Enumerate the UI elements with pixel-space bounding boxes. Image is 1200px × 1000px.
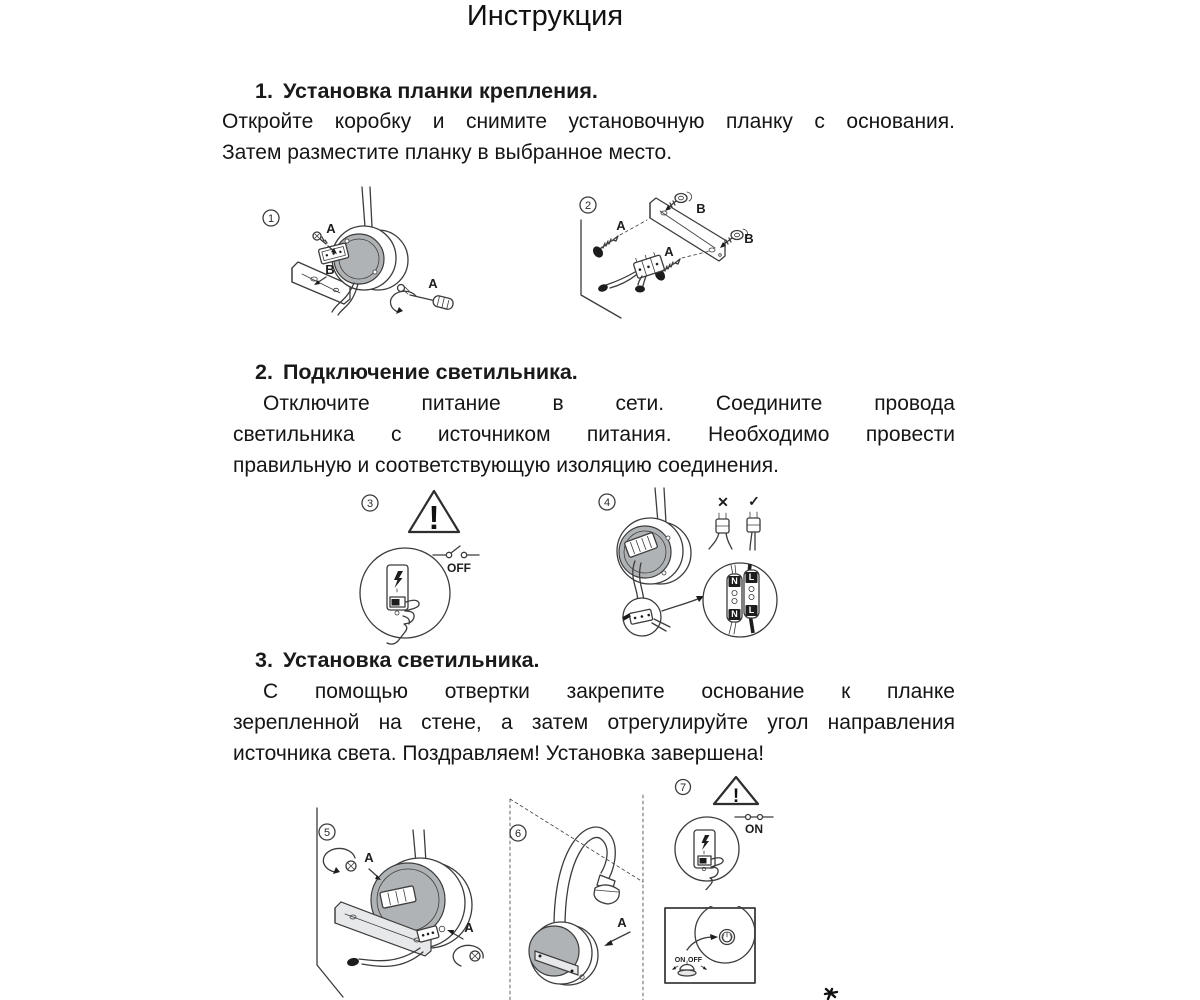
- switch-detail-circle: [675, 817, 739, 890]
- wall-corner: [581, 220, 621, 318]
- step-number-badge: [676, 780, 691, 795]
- svg-text:!: !: [732, 786, 740, 807]
- svg-text:7: 7: [679, 782, 687, 794]
- step-number-badge: [319, 824, 335, 840]
- section-2-body: [233, 388, 955, 481]
- svg-text:A: A: [617, 915, 627, 930]
- correct-connection-icon: [747, 493, 760, 550]
- svg-text:4: 4: [603, 497, 611, 509]
- page-title: Инструкция: [466, 0, 624, 32]
- section-1-body: [222, 106, 955, 168]
- svg-text:L: L: [748, 572, 755, 582]
- section-2-number: 2.: [255, 360, 273, 384]
- switch-on-icon: [735, 815, 773, 837]
- svg-text:ON: ON: [674, 957, 686, 964]
- figure-step-6: [502, 785, 652, 1000]
- lamp-head: [594, 875, 619, 904]
- section-1-number: 1.: [255, 79, 273, 103]
- section-3-number: 3.: [255, 648, 273, 672]
- step-number-badge: [362, 495, 378, 511]
- figure-step-7: [665, 775, 825, 890]
- section-3-body: [233, 676, 955, 769]
- power-button-icon: [720, 930, 735, 945]
- section-3-heading: [255, 648, 540, 673]
- screwdriver-icon: [390, 276, 454, 314]
- svg-text:A: A: [326, 221, 336, 236]
- svg-text:A: A: [428, 276, 438, 291]
- step-number-badge: [599, 494, 615, 510]
- svg-text:N: N: [731, 576, 738, 586]
- svg-text:B: B: [696, 201, 706, 216]
- terminal-strip-n: [727, 574, 742, 622]
- body-line: зерепленной на стене, а затем отрегулируйте угол направления: [233, 711, 955, 734]
- warning-icon: [714, 777, 758, 807]
- figure-step-2: [565, 185, 875, 335]
- lamp-pole: [655, 488, 666, 523]
- body-line: источника света. Поздравляем! Установка завершена!: [233, 742, 765, 765]
- terminal-strip-l: [744, 570, 759, 618]
- svg-text:A: A: [664, 244, 674, 259]
- svg-text:1: 1: [267, 213, 275, 225]
- base-arrow-a: [604, 915, 630, 946]
- figure-step-1: [240, 184, 470, 334]
- figure-power-box: [663, 906, 778, 986]
- body-line: правильную и соответствующую изоляцию соединения.: [233, 454, 779, 477]
- svg-text:3: 3: [366, 498, 374, 510]
- svg-text:L: L: [748, 605, 755, 615]
- body-line: Затем разместите планку в выбранное место.: [222, 141, 673, 164]
- svg-text:B: B: [744, 231, 754, 246]
- lamp-pole: [362, 187, 372, 227]
- svg-text:N: N: [731, 609, 738, 619]
- step-number-badge: [510, 825, 526, 841]
- switch-detail-circle: [360, 548, 450, 644]
- body-line: Отключите питание в сети. Соедините провода: [263, 392, 955, 415]
- wrong-connection-icon: [709, 494, 732, 549]
- svg-text:ON: ON: [745, 822, 763, 836]
- screw-a1: [323, 848, 381, 880]
- body-line: Откройте коробку и снимите установочную планку с основания.: [222, 110, 955, 133]
- section-1-title: Установка планки крепления.: [282, 79, 598, 103]
- warning-icon: [409, 491, 459, 536]
- svg-text:✕: ✕: [717, 494, 729, 510]
- press-arrow: [687, 934, 718, 950]
- screw-b2: [720, 229, 754, 248]
- svg-text:2: 2: [584, 200, 592, 212]
- svg-text:A: A: [364, 850, 374, 865]
- svg-text:✓: ✓: [748, 493, 760, 509]
- section-2-title: Подключение светильника.: [282, 360, 578, 384]
- section-3-title: Установка светильника.: [282, 648, 540, 672]
- magnify-arrow: [662, 596, 704, 611]
- terminal-detail-circle: [703, 563, 777, 637]
- svg-text:!: !: [428, 499, 440, 536]
- section-1-heading: [255, 79, 598, 104]
- svg-text:OFF: OFF: [688, 957, 702, 964]
- svg-text:A: A: [616, 218, 626, 233]
- svg-text:6: 6: [514, 828, 522, 840]
- body-line: светильника с источником питания. Необходимо провести: [233, 423, 955, 446]
- toggle-switch-icon: [672, 957, 707, 976]
- svg-text:5: 5: [323, 827, 331, 839]
- mounting-bracket: [650, 198, 725, 261]
- cutoff-mark: [822, 982, 844, 1000]
- step-number-badge: [580, 197, 596, 213]
- section-2-heading: [255, 360, 578, 385]
- connector-detail-circle: [623, 598, 670, 636]
- svg-text:OFF: OFF: [447, 561, 471, 575]
- figure-step-4: [588, 483, 793, 653]
- lamp-base: [529, 922, 598, 985]
- step-number-badge: [263, 210, 279, 226]
- svg-text:A: A: [464, 920, 474, 935]
- body-line: С помощью отвертки закрепите основание к планке: [263, 680, 955, 703]
- figure-step-3: [347, 485, 517, 650]
- wall-anchor-a1: [591, 218, 647, 259]
- figure-step-5: [285, 780, 510, 1000]
- svg-text:B: B: [325, 262, 335, 277]
